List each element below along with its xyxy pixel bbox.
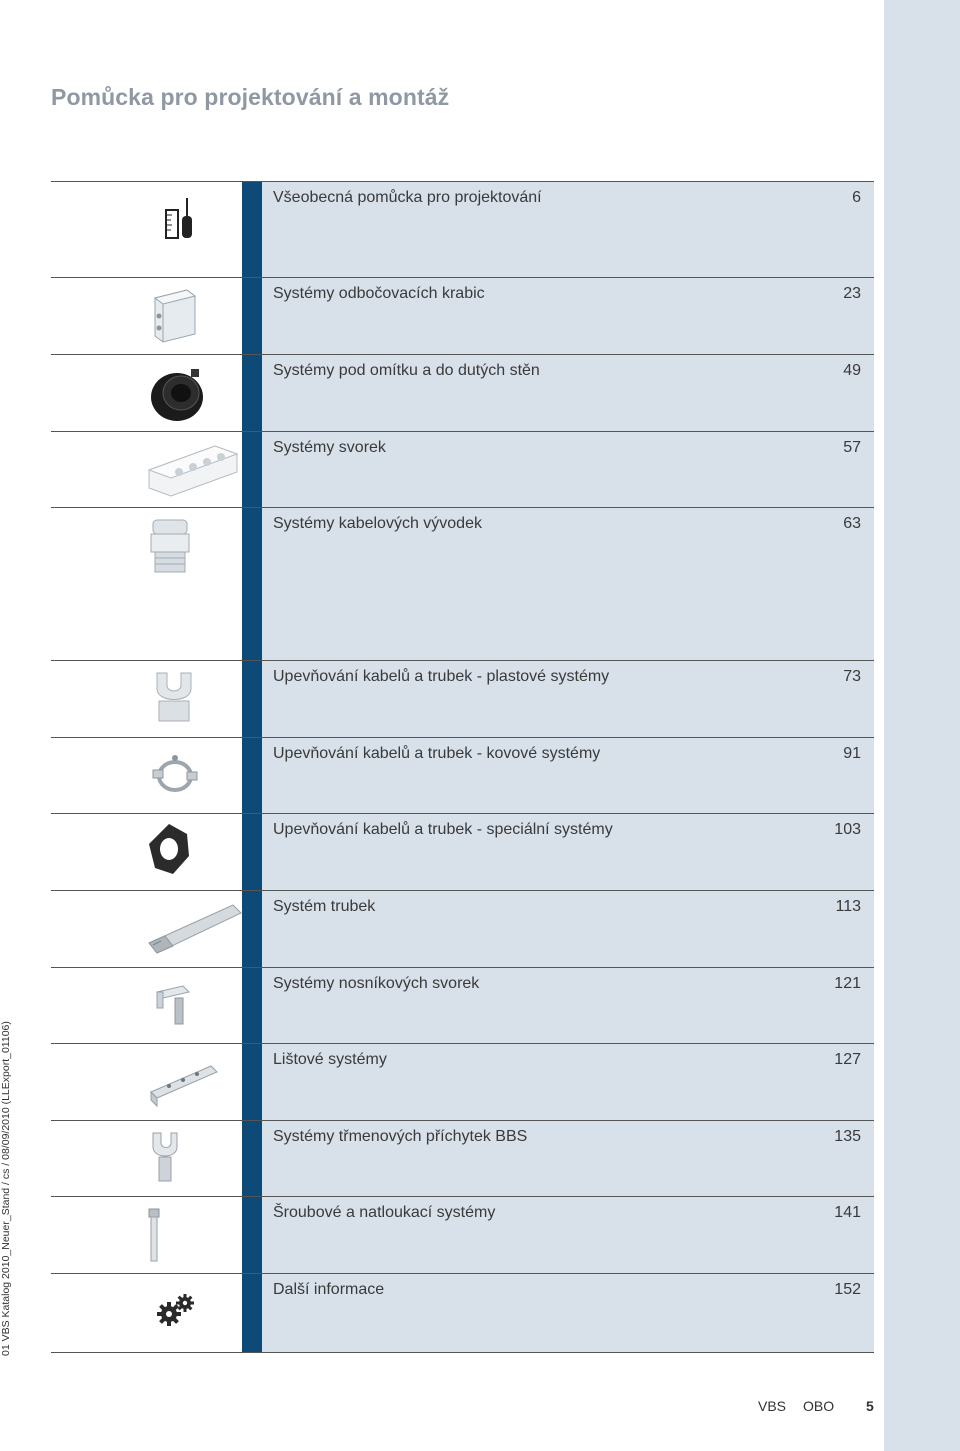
page-title: Pomůcka pro projektování a montáž — [51, 84, 450, 110]
toc-row-body — [262, 1197, 874, 1274]
toc-page-number: 6 — [852, 189, 861, 206]
toc-icon-cell — [51, 355, 242, 432]
toc-row-body — [262, 182, 874, 278]
toc-stripe — [242, 814, 262, 891]
toc-icon-cell — [51, 968, 242, 1044]
metal-clamp-icon — [149, 748, 201, 809]
toc-label: Systémy nosníkových svorek — [273, 975, 480, 992]
toc-row[interactable] — [51, 967, 874, 1044]
footer-brand-obo: OBO — [803, 1398, 835, 1414]
toc-icon-cell — [51, 1197, 242, 1274]
toc-icon-cell — [51, 814, 242, 891]
vertical-catalog-note: 01 VBS Katalog 2010_Neuer_Stand / cs / 08/09/2010 (LLExport_01106) — [0, 1021, 12, 1356]
toc-stripe — [242, 182, 262, 278]
toc-stripe — [242, 891, 262, 968]
toc-page-number: 121 — [834, 975, 861, 992]
toc-stripe — [242, 355, 262, 432]
toc-row-body — [262, 278, 874, 355]
toc-row[interactable] — [51, 277, 874, 355]
toc-row[interactable] — [51, 660, 874, 738]
toc-label: Další informace — [273, 1281, 385, 1298]
toc-icon-cell — [51, 1121, 242, 1197]
table-of-contents — [51, 181, 874, 1351]
toc-row[interactable] — [51, 1120, 874, 1197]
toc-icon-cell — [51, 508, 242, 661]
toc-page-number: 141 — [834, 1204, 861, 1221]
toc-page-number: 23 — [843, 285, 861, 302]
toc-row-body — [262, 661, 874, 738]
toc-row-body — [262, 1274, 874, 1352]
toc-row-body — [262, 891, 874, 968]
toc-label: Systémy kabelových vývodek — [273, 515, 482, 532]
toc-row[interactable] — [51, 1196, 874, 1274]
toc-row-body — [262, 355, 874, 432]
toc-row[interactable] — [51, 181, 874, 278]
toc-label: Šroubové a natloukací systémy — [273, 1204, 496, 1221]
toc-page-number: 103 — [834, 821, 861, 838]
toc-icon-cell — [51, 661, 242, 738]
toc-page-number: 113 — [835, 898, 861, 915]
toc-stripe — [242, 738, 262, 814]
toc-stripe — [242, 1274, 262, 1352]
toc-stripe — [242, 968, 262, 1044]
side-tab-bar — [884, 0, 960, 1451]
toc-icon-cell — [51, 1044, 242, 1121]
toc-row-body — [262, 1121, 874, 1197]
toc-label: Upevňování kabelů a trubek - speciální systémy — [273, 821, 613, 838]
toc-icon-cell — [51, 738, 242, 814]
mounting-rail-icon — [149, 1058, 219, 1113]
terminal-block-icon — [145, 440, 241, 507]
toc-row[interactable] — [51, 354, 874, 432]
toc-row-body — [262, 508, 874, 661]
toc-page-number: 135 — [834, 1128, 861, 1145]
toc-icon-cell — [51, 182, 242, 278]
toc-page-number: 57 — [843, 439, 861, 456]
toc-page-number: 152 — [834, 1281, 861, 1298]
toc-page-number: 91 — [843, 745, 861, 762]
toc-stripe — [242, 661, 262, 738]
toc-icon-cell — [51, 891, 242, 968]
toc-row-body — [262, 814, 874, 891]
toc-stripe — [242, 508, 262, 661]
toc-stripe — [242, 432, 262, 508]
toc-row[interactable] — [51, 890, 874, 968]
toc-stripe — [242, 278, 262, 355]
toc-stripe — [242, 1044, 262, 1121]
toc-label: Systémy svorek — [273, 439, 386, 456]
toc-row[interactable] — [51, 1273, 874, 1353]
toc-icon-cell — [51, 278, 242, 355]
toc-icon-cell — [51, 1274, 242, 1352]
toc-stripe — [242, 1197, 262, 1274]
bracket-clip-icon — [147, 1129, 183, 1190]
toc-row-body — [262, 432, 874, 508]
toc-label: Systémy pod omítku a do dutých stěn — [273, 362, 540, 379]
toc-page-number: 73 — [843, 668, 861, 685]
toc-row[interactable] — [51, 431, 874, 508]
toc-row[interactable] — [51, 813, 874, 891]
toc-label: Upevňování kabelů a trubek - kovové systémy — [273, 745, 601, 762]
toc-row-body — [262, 968, 874, 1044]
anchor-bolt-icon — [145, 1207, 163, 1268]
conduit-pipe-icon — [145, 899, 245, 964]
toc-icon-cell — [51, 432, 242, 508]
toc-page-number: 49 — [843, 362, 861, 379]
toc-label: Systém trubek — [273, 898, 376, 915]
toc-label: Upevňování kabelů a trubek - plastové systémy — [273, 668, 610, 685]
beam-clamp-icon — [153, 982, 193, 1033]
page-number: 5 — [866, 1398, 874, 1414]
toc-row[interactable] — [51, 1043, 874, 1121]
toc-page-number: 63 — [843, 515, 861, 532]
toc-label: Všeobecná pomůcka pro projektování — [273, 189, 542, 206]
flush-box-icon — [147, 363, 209, 430]
toc-row-body — [262, 738, 874, 814]
toc-page-number: 127 — [834, 1051, 861, 1068]
plastic-clip-icon — [147, 667, 197, 732]
toc-row[interactable] — [51, 737, 874, 814]
toc-label: Systémy třmenových příchytek BBS — [273, 1128, 528, 1145]
ruler-screwdriver-icon — [163, 196, 197, 247]
toc-row-body — [262, 1044, 874, 1121]
junction-box-icon — [147, 284, 199, 349]
footer-brand-vbs: VBS — [758, 1398, 787, 1414]
toc-row[interactable] — [51, 507, 874, 661]
toc-label: Lištové systémy — [273, 1051, 387, 1068]
toc-label: Systémy odbočovacích krabic — [273, 285, 485, 302]
gears-icon — [155, 1292, 197, 1333]
cable-gland-icon — [147, 516, 193, 581]
lock-nut-icon — [147, 822, 191, 883]
toc-stripe — [242, 1121, 262, 1197]
